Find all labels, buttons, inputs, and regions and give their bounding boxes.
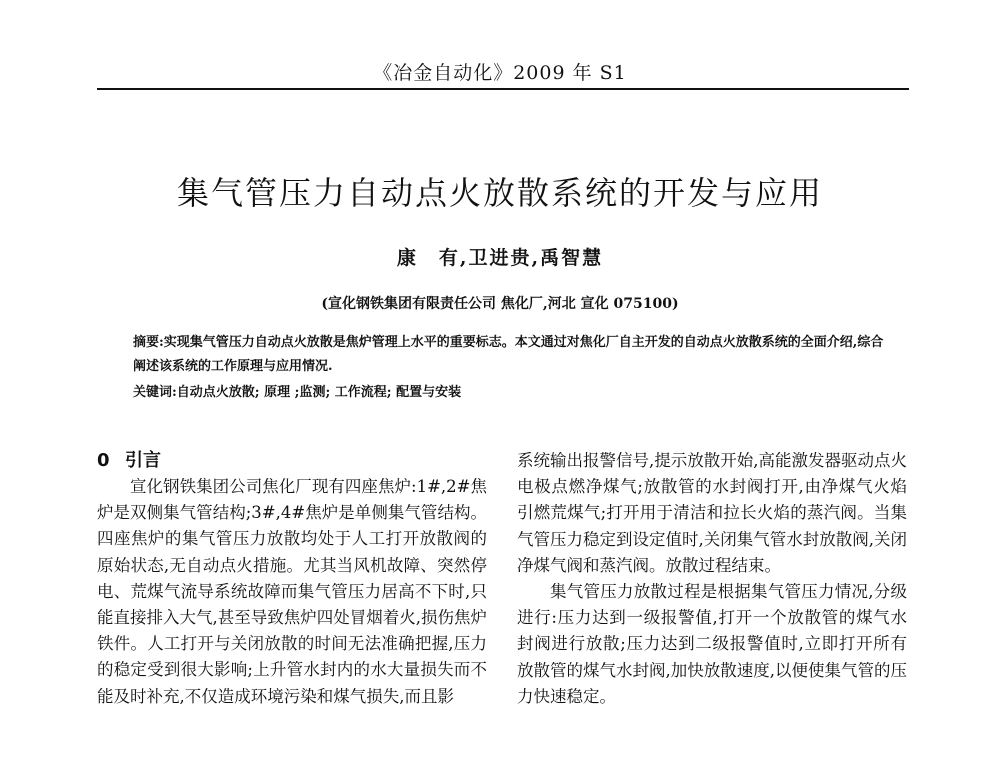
header-rule: [97, 88, 909, 90]
keywords: 关键词:自动点火放散; 原理 ;监测; 工作流程; 配置与安装: [133, 385, 462, 400]
paper-authors: 康 有,卫进贵,禹智慧: [396, 247, 604, 269]
right-column: [517, 448, 907, 710]
abstract-text: 摘要:实现集气管压力自动点火放散是焦炉管理上水平的重要标志。本文通过对焦化厂自主开发的自动点火放散系统的全面介绍,综合阐述该系统的工作原理与应用情况.: [133, 335, 884, 374]
journal-header: 《冶金自动化》2009 年 S1: [373, 62, 627, 84]
left-column: [97, 448, 487, 710]
section-number: 0: [97, 450, 110, 471]
body-paragraph-continued: 系统输出报警信号,提示放散开始,高能激发器驱动点火电极点燃净煤气;放散管的水封阀打开,由净煤气火焰引燃荒煤气;打开用于清洁和拉长火焰的蒸汽阀。当集气管压力稳定到设定值时,关闭集气管水封放散阀,关闭净煤气阀和蒸汽阀。放散过程结束。: [517, 451, 907, 575]
abstract-block: [133, 331, 893, 405]
body-paragraph: 集气管压力放散过程是根据集气管压力情况,分级进行:压力达到一级报警值,打开一个放散管的煤气水封阀进行放散;压力达到二级报警值时,立即打开所有放散管的煤气水封阀,加快放散速度,以便使集气管的压力快速稳定。: [517, 582, 907, 706]
paper-title: 集气管压力自动点火放散系统的开发与应用: [176, 174, 823, 212]
intro-paragraph: 宣化钢铁集团公司焦化厂现有四座焦炉:1#,2#焦炉是双侧集气管结构;3#,4#焦炉是单侧集气管结构。四座焦炉的集气管压力放散均处于人工打开放散阀的原始状态,无自动点火措施。尤其当风机故障、突然停电、荒煤气流导系统故障而集气管压力居高不下时,只能直接排入大气,甚至导致焦炉四处冒烟着火,损伤焦炉铁件。人工打开与关闭放散的时间无法准确把握,压力的稳定受到很大影响;上升管水封内的水大量损失而不能及时补充,不仅造成环境污染和煤气损失,而且影: [97, 477, 487, 706]
section-title: 引言: [125, 450, 161, 471]
author-affiliation: (宣化钢铁集团有限责任公司 焦化厂,河北 宣化 075100): [321, 296, 679, 312]
section-heading: [97, 448, 487, 474]
